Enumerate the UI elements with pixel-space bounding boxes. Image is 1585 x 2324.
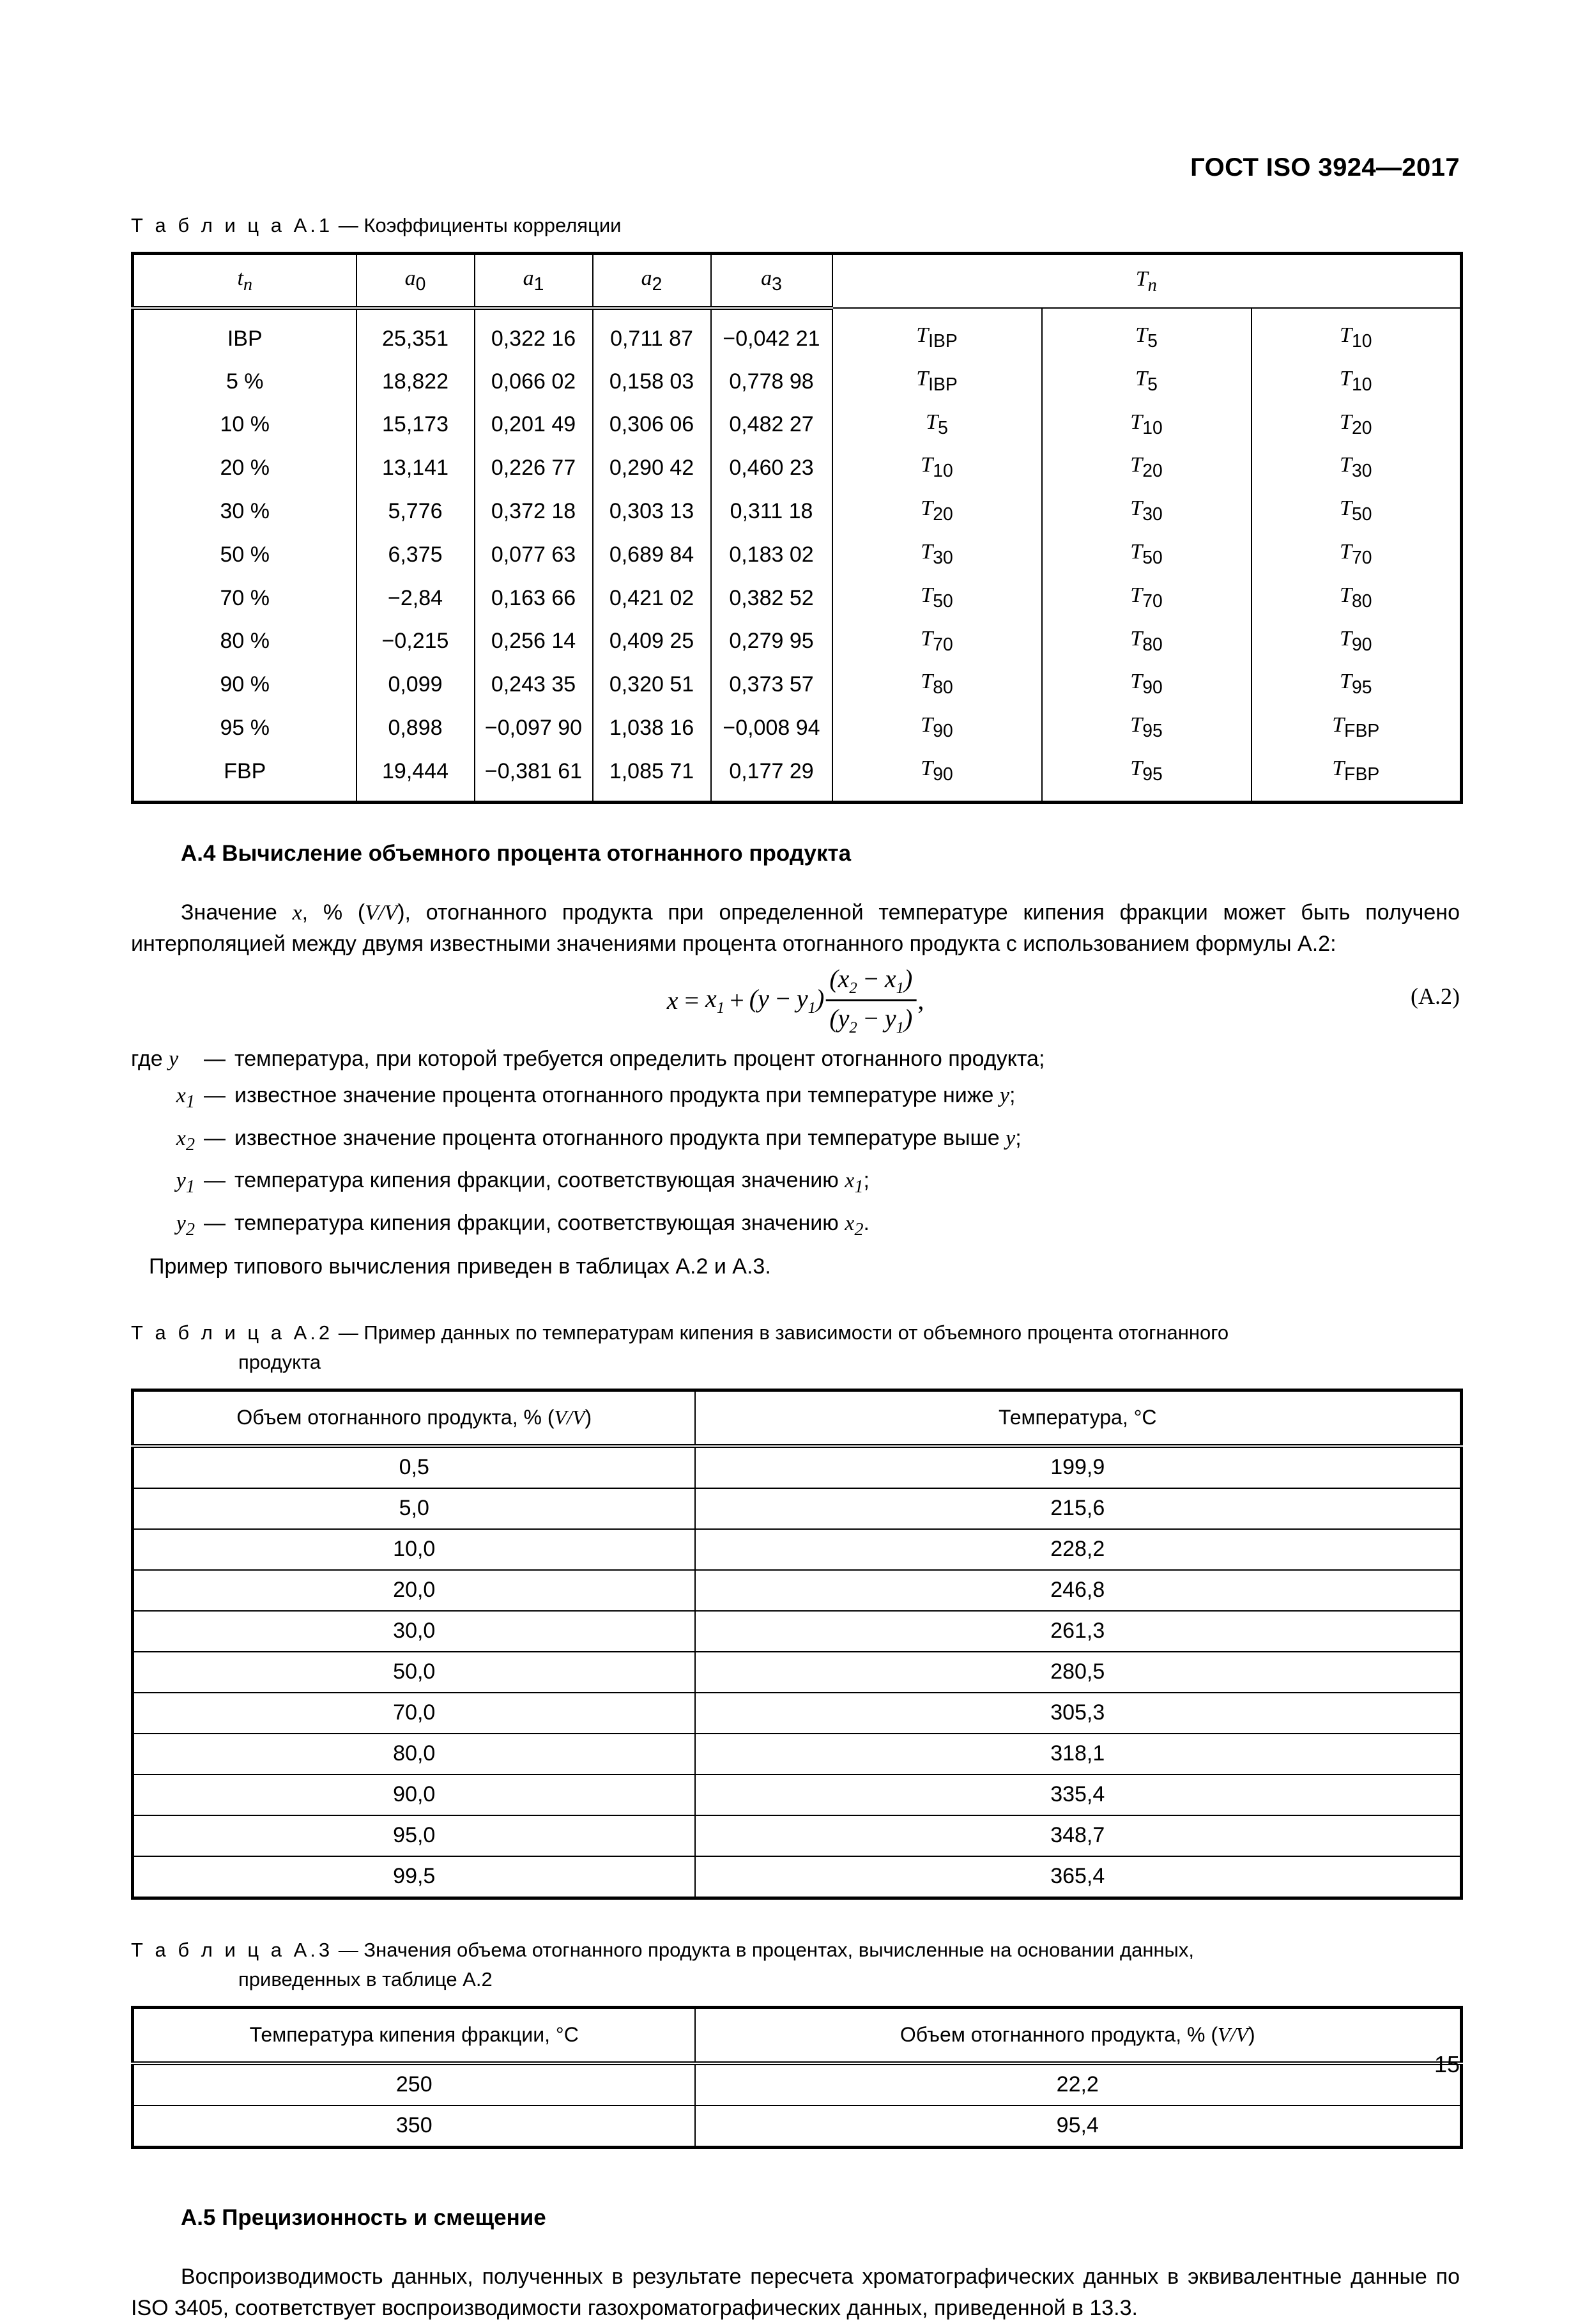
cell-a3: 0,279 95 bbox=[711, 620, 832, 663]
table-row bbox=[133, 1815, 1462, 1856]
table-a1-col-a3: $a_3$ bbox=[711, 254, 832, 309]
cell-a2: 0,290 42 bbox=[593, 446, 711, 489]
where-list-item bbox=[131, 1166, 1045, 1208]
table-row bbox=[133, 2105, 1462, 2148]
table-a2-caption-label: Т а б л и ц а А.2 bbox=[131, 1321, 333, 1344]
table-row bbox=[133, 750, 1462, 802]
cell-t3: $T_{20}$ bbox=[1252, 403, 1462, 447]
formula-a2: x = $x_1$ + $(y - y_1)$ $\frac{(x_2 - x_1)}{(y_2 - y_1)}$ , bbox=[666, 964, 924, 1036]
table-row bbox=[133, 1529, 1462, 1570]
cell-volume: 20,0 bbox=[133, 1570, 695, 1611]
table-a1-col-a1: $a_1$ bbox=[475, 254, 593, 309]
cell-a1: 0,077 63 bbox=[475, 533, 593, 576]
table-row bbox=[133, 1570, 1462, 1611]
where-list-item bbox=[131, 1044, 1045, 1081]
cell-a3: 0,373 57 bbox=[711, 663, 832, 706]
cell-volume: 80,0 bbox=[133, 1734, 695, 1774]
cell-volume: 30,0 bbox=[133, 1611, 695, 1652]
cell-a2: 1,038 16 bbox=[593, 706, 711, 750]
cell-tn: 10 % bbox=[133, 403, 356, 447]
cell-t2: $T_{20}$ bbox=[1042, 446, 1252, 489]
table-a3-caption-text: Значения объема отогнанного продукта в процентах, вычисленные на основании данных, bbox=[364, 1938, 1194, 1961]
cell-a3: 0,311 18 bbox=[711, 489, 832, 533]
where-symbol: $x_2$ bbox=[176, 1126, 195, 1155]
cell-t1: $T_{90}$ bbox=[832, 750, 1042, 802]
table-row bbox=[133, 403, 1462, 447]
cell-temperature: 199,9 bbox=[695, 1446, 1462, 1488]
cell-t3: $T_{95}$ bbox=[1252, 663, 1462, 706]
cell-a3: 0,778 98 bbox=[711, 360, 832, 403]
where-text: температура кипения фракции, соответствующая значению $x_2$. bbox=[234, 1211, 869, 1240]
table-row bbox=[133, 1774, 1462, 1815]
where-text: известное значение процента отогнанного продукта при температуре выше y; bbox=[234, 1125, 1022, 1150]
table-a3-caption bbox=[131, 1935, 1460, 1994]
cell-t1: $T_{90}$ bbox=[832, 706, 1042, 750]
cell-t2: $T_{30}$ bbox=[1042, 489, 1252, 533]
cell-temperature: 348,7 bbox=[695, 1815, 1462, 1856]
where-symbol: $x_1$ bbox=[176, 1083, 195, 1112]
cell-a0: 13,141 bbox=[356, 446, 475, 489]
cell-tn: 30 % bbox=[133, 489, 356, 533]
cell-temperature: 350 bbox=[133, 2105, 695, 2148]
page-number: 15 bbox=[1434, 2051, 1460, 2077]
cell-temperature: 305,3 bbox=[695, 1693, 1462, 1734]
cell-volume: 95,4 bbox=[695, 2105, 1462, 2148]
table-a2-caption-text: Пример данных по температурам кипения в зависимости от объемного процента отогнанного bbox=[364, 1321, 1229, 1344]
cell-a1: 0,163 66 bbox=[475, 576, 593, 620]
cell-temperature: 318,1 bbox=[695, 1734, 1462, 1774]
cell-a1: 0,322 16 bbox=[475, 308, 593, 360]
cell-t2: $T_{95}$ bbox=[1042, 706, 1252, 750]
cell-t1: $T_{10}$ bbox=[832, 446, 1042, 489]
table-row bbox=[133, 533, 1462, 576]
cell-a2: 0,158 03 bbox=[593, 360, 711, 403]
cell-tn: FBP bbox=[133, 750, 356, 802]
cell-temperature: 365,4 bbox=[695, 1856, 1462, 1898]
table-row bbox=[133, 706, 1462, 750]
where-dash: — bbox=[204, 1168, 226, 1193]
table-row bbox=[133, 1611, 1462, 1652]
table-a1 bbox=[131, 252, 1463, 804]
where-list-item bbox=[131, 1081, 1045, 1123]
cell-t2: $T_{80}$ bbox=[1042, 620, 1252, 663]
cell-tn: 50 % bbox=[133, 533, 356, 576]
cell-t3: $T_{10}$ bbox=[1252, 308, 1462, 360]
cell-a3: 0,382 52 bbox=[711, 576, 832, 620]
table-row bbox=[133, 1446, 1462, 1488]
where-symbol: $y_1$ bbox=[176, 1169, 195, 1197]
table-a1-caption-text: Коэффициенты корреляции bbox=[364, 214, 622, 236]
formula-a2-number: (А.2) bbox=[1411, 983, 1460, 1009]
cell-t3: $T_{80}$ bbox=[1252, 576, 1462, 620]
cell-a2: 0,306 06 bbox=[593, 403, 711, 447]
cell-tn: IBP bbox=[133, 308, 356, 360]
cell-tn: 95 % bbox=[133, 706, 356, 750]
cell-volume: 50,0 bbox=[133, 1652, 695, 1693]
cell-volume: 70,0 bbox=[133, 1693, 695, 1734]
cell-volume: 90,0 bbox=[133, 1774, 695, 1815]
cell-a1: 0,243 35 bbox=[475, 663, 593, 706]
table-row bbox=[133, 2063, 1462, 2105]
where-intro: где y bbox=[131, 1046, 179, 1071]
table-a2-caption bbox=[131, 1318, 1460, 1377]
cell-volume: 95,0 bbox=[133, 1815, 695, 1856]
cell-t3: $T_{10}$ bbox=[1252, 360, 1462, 403]
section-a5-paragraph-1: Воспроизводимость данных, полученных в результате пересчета хроматографических данных в эквивалентные данные по ISO 3405, соответствует воспроизводимости газохроматографических данных, приведенной в 13.3. bbox=[131, 2264, 1460, 2320]
cell-a0: 0,898 bbox=[356, 706, 475, 750]
cell-tn: 80 % bbox=[133, 620, 356, 663]
table-a3-caption-dash: — bbox=[333, 1938, 364, 1961]
table-a1-caption-dash: — bbox=[333, 214, 364, 236]
cell-tn: 70 % bbox=[133, 576, 356, 620]
table-a1-col-tn: $t_n$ bbox=[133, 254, 356, 309]
cell-volume: 10,0 bbox=[133, 1529, 695, 1570]
cell-a2: 0,303 13 bbox=[593, 489, 711, 533]
where-list-item bbox=[131, 1123, 1045, 1166]
cell-t2: $T_{70}$ bbox=[1042, 576, 1252, 620]
cell-volume: 5,0 bbox=[133, 1488, 695, 1529]
where-text: температура кипения фракции, соответствующая значению $x_1$; bbox=[234, 1168, 869, 1197]
cell-t3: $T_{90}$ bbox=[1252, 620, 1462, 663]
cell-a3: 0,460 23 bbox=[711, 446, 832, 489]
running-header: ГОСТ ISO 3924—2017 bbox=[1190, 153, 1460, 181]
where-symbol: $y_2$ bbox=[176, 1212, 195, 1240]
table-a3-body bbox=[133, 2063, 1462, 2148]
cell-a1: 0,256 14 bbox=[475, 620, 593, 663]
table-a1-col-a0: $a_0$ bbox=[356, 254, 475, 309]
cell-temperature: 335,4 bbox=[695, 1774, 1462, 1815]
table-a1-header-row bbox=[133, 254, 1462, 309]
where-list-item bbox=[131, 1208, 1045, 1251]
cell-a3: 0,177 29 bbox=[711, 750, 832, 802]
cell-tn: 5 % bbox=[133, 360, 356, 403]
table-row bbox=[133, 489, 1462, 533]
table-a3 bbox=[131, 2006, 1463, 2149]
cell-a0: 5,776 bbox=[356, 489, 475, 533]
cell-volume: 99,5 bbox=[133, 1856, 695, 1898]
section-a4-paragraph-1: Значение x, % (V/V), отогнанного продукта при определенной температуре кипения фракции мо⁠жет быть получено интерполяцией между двумя известными значениями процента отогнанного про⁠дукта с использованием формулы А.2: bbox=[131, 900, 1460, 956]
formula-a2-row bbox=[131, 960, 1460, 1044]
cell-a3: 0,482 27 bbox=[711, 403, 832, 447]
cell-t2: $T_{90}$ bbox=[1042, 663, 1252, 706]
table-a3-header-row bbox=[133, 2007, 1462, 2063]
cell-t3: $T_{50}$ bbox=[1252, 489, 1462, 533]
cell-a2: 0,421 02 bbox=[593, 576, 711, 620]
table-row bbox=[133, 1856, 1462, 1898]
table-row bbox=[133, 663, 1462, 706]
page-content bbox=[131, 211, 1460, 2324]
table-row bbox=[133, 360, 1462, 403]
table-row bbox=[133, 1734, 1462, 1774]
cell-t2: $T_{50}$ bbox=[1042, 533, 1252, 576]
formula-denominator: $(y_2 - y_1)$ bbox=[825, 999, 916, 1037]
cell-t1: $T_{50}$ bbox=[832, 576, 1042, 620]
cell-t1: $T_5$ bbox=[832, 403, 1042, 447]
cell-tn: 90 % bbox=[133, 663, 356, 706]
cell-a0: 19,444 bbox=[356, 750, 475, 802]
cell-a1: 0,226 77 bbox=[475, 446, 593, 489]
cell-a1: −0,097 90 bbox=[475, 706, 593, 750]
where-dash: — bbox=[204, 1046, 226, 1071]
cell-temperature: 250 bbox=[133, 2063, 695, 2105]
table-a2-header-row bbox=[133, 1390, 1462, 1446]
cell-a0: 18,822 bbox=[356, 360, 475, 403]
cell-a2: 0,409 25 bbox=[593, 620, 711, 663]
cell-a0: −0,215 bbox=[356, 620, 475, 663]
table-a2-caption-dash: — bbox=[333, 1321, 364, 1344]
where-dash: — bbox=[204, 1125, 226, 1150]
cell-t2: $T_{95}$ bbox=[1042, 750, 1252, 802]
section-a4-heading: А.4 Вычисление объемного процента отогнанного продукта bbox=[181, 840, 852, 866]
cell-t2: $T_5$ bbox=[1042, 308, 1252, 360]
where-text: температура, при которой требуется определить процент отогнанного продукта; bbox=[234, 1046, 1045, 1071]
formula-fraction bbox=[825, 964, 916, 1037]
table-a1-body bbox=[133, 308, 1462, 802]
table-a3-caption-text-line2: приведенных в таблице А.2 bbox=[238, 1967, 493, 1990]
cell-a2: 0,320 51 bbox=[593, 663, 711, 706]
table-row bbox=[133, 308, 1462, 360]
where-list bbox=[131, 1044, 1045, 1251]
cell-a1: −0,381 61 bbox=[475, 750, 593, 802]
table-a2-caption-text-line2: продукта bbox=[238, 1350, 321, 1373]
table-a3-caption-label: Т а б л и ц а А.3 bbox=[131, 1938, 333, 1961]
cell-a3: 0,183 02 bbox=[711, 533, 832, 576]
cell-a3: −0,008 94 bbox=[711, 706, 832, 750]
cell-t1: $T_{70}$ bbox=[832, 620, 1042, 663]
table-a2-body bbox=[133, 1446, 1462, 1898]
cell-volume: 22,2 bbox=[695, 2063, 1462, 2105]
cell-t3: $T_{30}$ bbox=[1252, 446, 1462, 489]
cell-a1: 0,201 49 bbox=[475, 403, 593, 447]
cell-temperature: 261,3 bbox=[695, 1611, 1462, 1652]
cell-a0: 15,173 bbox=[356, 403, 475, 447]
cell-a0: 0,099 bbox=[356, 663, 475, 706]
cell-a0: 25,351 bbox=[356, 308, 475, 360]
cell-tn: 20 % bbox=[133, 446, 356, 489]
table-row bbox=[133, 1693, 1462, 1734]
cell-a2: 0,689 84 bbox=[593, 533, 711, 576]
cell-temperature: 246,8 bbox=[695, 1570, 1462, 1611]
cell-t3: $T_{FBP}$ bbox=[1252, 706, 1462, 750]
table-a2 bbox=[131, 1389, 1463, 1900]
cell-a0: −2,84 bbox=[356, 576, 475, 620]
cell-a2: 0,711 87 bbox=[593, 308, 711, 360]
cell-t2: $T_{10}$ bbox=[1042, 403, 1252, 447]
table-a1-caption-label: Т а б л и ц а А.1 bbox=[131, 214, 333, 236]
cell-volume: 0,5 bbox=[133, 1446, 695, 1488]
cell-t3: $T_{FBP}$ bbox=[1252, 750, 1462, 802]
cell-t1: $T_{IBP}$ bbox=[832, 308, 1042, 360]
section-a5-heading: А.5 Прецизионность и смещение bbox=[181, 2205, 546, 2230]
table-a2-col-temperature: Температура, °C bbox=[695, 1390, 1462, 1446]
table-row bbox=[133, 576, 1462, 620]
table-a1-col-a2: $a_2$ bbox=[593, 254, 711, 309]
cell-t1: $T_{IBP}$ bbox=[832, 360, 1042, 403]
cell-temperature: 215,6 bbox=[695, 1488, 1462, 1529]
cell-a0: 6,375 bbox=[356, 533, 475, 576]
cell-a3: −0,042 21 bbox=[711, 308, 832, 360]
cell-a1: 0,372 18 bbox=[475, 489, 593, 533]
cell-t1: $T_{20}$ bbox=[832, 489, 1042, 533]
cell-t1: $T_{30}$ bbox=[832, 533, 1042, 576]
where-text: известное значение процента отогнанного продукта при температуре ниже y; bbox=[234, 1082, 1016, 1107]
cell-a1: 0,066 02 bbox=[475, 360, 593, 403]
table-a1-col-tn-group: $T_n$ bbox=[832, 254, 1462, 309]
formula-numerator: $(x_2 - x_1)$ bbox=[829, 964, 913, 997]
cell-a2: 1,085 71 bbox=[593, 750, 711, 802]
cell-temperature: 228,2 bbox=[695, 1529, 1462, 1570]
section-a4-paragraph-2: Пример типового вычисления приведен в таблицах А.2 и А.3. bbox=[149, 1254, 771, 1279]
table-row bbox=[133, 620, 1462, 663]
cell-temperature: 280,5 bbox=[695, 1652, 1462, 1693]
cell-t3: $T_{70}$ bbox=[1252, 533, 1462, 576]
table-a2-col-volume: Объем отогнанного продукта, % (V/V) bbox=[133, 1390, 695, 1446]
table-a1-caption bbox=[131, 211, 1460, 240]
table-row bbox=[133, 1652, 1462, 1693]
where-dash: — bbox=[204, 1082, 226, 1107]
where-dash: — bbox=[204, 1211, 226, 1236]
table-row bbox=[133, 1488, 1462, 1529]
table-a3-col-temperature: Температура кипения фракции, °C bbox=[133, 2007, 695, 2063]
table-a3-col-volume: Объем отогнанного продукта, % (V/V) bbox=[695, 2007, 1462, 2063]
cell-t2: $T_5$ bbox=[1042, 360, 1252, 403]
table-row bbox=[133, 446, 1462, 489]
cell-t1: $T_{80}$ bbox=[832, 663, 1042, 706]
